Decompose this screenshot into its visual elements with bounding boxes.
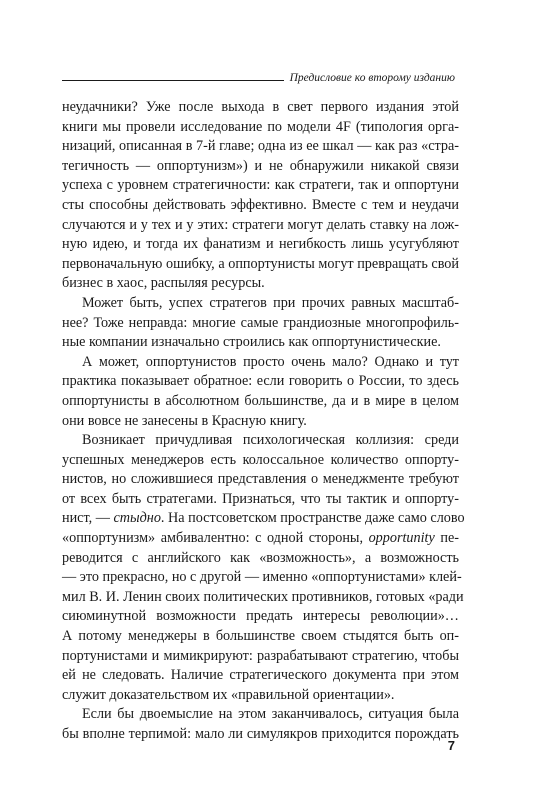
- text-line: сиюминутной возможности предать интересы революции»…: [62, 608, 459, 625]
- text-line: бизнес в хаос, распыляя ресурсы.: [62, 275, 265, 292]
- text-line: низаций, описанная в 7-й главе; одна из ее шкал — как раз «стра-: [62, 138, 459, 155]
- text-line: случаются и у тех и у этих: стратеги могут делать ставку на лож-: [62, 216, 459, 233]
- text-line: мил В. И. Ленин своих политических противников, готовых «ради: [62, 588, 464, 605]
- text-line: — это прекрасно, но с другой — именно «оппортунистами» клей-: [62, 569, 462, 586]
- text-line: реводится с английского как «возможность», а возможность: [62, 549, 459, 566]
- text-line: первоначальную ошибку, а оппортунисты могут превращать свой: [62, 255, 459, 272]
- page-number: 7: [447, 738, 455, 753]
- text-line: тегичность — оппортунизм») и не обнаружили никакой связи: [62, 157, 459, 174]
- text-line: А потому менеджеры в большинстве своем стыдятся быть оп-: [62, 628, 459, 645]
- text-line: неудачники? Уже после выхода в свет первого издания этой: [62, 99, 459, 115]
- text-line: А может, оппортунистов просто очень мало? Однако и тут: [82, 353, 459, 370]
- header-rule: [62, 80, 284, 81]
- text-line: книги мы провели исследование по модели 4F (типология орга-: [62, 118, 459, 135]
- text-line: ные компании изначально строились как оппортунистические.: [62, 334, 441, 351]
- running-header: [62, 66, 455, 84]
- text-line: нистов, но сложившиеся представления о менеджменте требуют: [62, 471, 459, 488]
- paragraph: [62, 431, 465, 705]
- emphasis: opportunity: [368, 530, 435, 547]
- text-line: успешных менеджеров есть колоссальное количество оппорту-: [62, 451, 459, 468]
- text-line: Если бы двоемыслие на этом заканчивалось, ситуация была: [82, 706, 459, 723]
- text-line: Может быть, успех стратегов при прочих равных масштаб-: [82, 294, 459, 311]
- text-line: оппортунисты в абсолютном большинстве, да и в мире в целом: [62, 392, 459, 409]
- body-text: [62, 98, 465, 745]
- text-line: служит доказательством их «правильной ориентации».: [62, 686, 395, 703]
- text-line: ную идею, и тогда их фанатизм и негибкость лишь усугубляют: [62, 236, 459, 253]
- emphasis: стыдно: [113, 510, 161, 527]
- paragraph: [62, 98, 459, 294]
- text-line: «оппортунизм» амбивалентно: с одной стороны, opportunity пе-: [62, 530, 459, 547]
- paragraph: [62, 705, 459, 744]
- paragraph: [62, 353, 459, 431]
- text-line: портунистами и мимикрируют: разрабатывают стратегию, чтобы: [62, 647, 459, 664]
- paragraph: [62, 294, 459, 353]
- running-title: Предисловие ко второму изданию: [289, 71, 455, 84]
- text-line: от всех быть стратегами. Признаться, что ты тактик и оппорту-: [62, 490, 459, 507]
- text-line: сты способны действовать эффективно. Вместе с тем и неудачи: [62, 196, 459, 213]
- text-line: Возникает причудливая психологическая коллизия: среди: [82, 432, 459, 449]
- text-line: бы вполне терпимой: мало ли симулякров приходится порождать: [62, 726, 459, 742]
- text-line: практика показывает обратное: если говорить о России, то здесь: [62, 373, 459, 390]
- text-line: нее? Тоже неправда: многие самые грандиозные многопрофиль-: [62, 314, 459, 331]
- text-line: нист, — стыдно. На постсоветском пространстве даже само слово: [62, 510, 465, 527]
- text-line: успеха с уровнем стратегичности: как стратеги, так и оппортуни: [62, 177, 459, 194]
- text-line: ей не следовать. Наличие стратегического документа при этом: [62, 667, 459, 684]
- text-line: они вовсе не занесены в Красную книгу.: [62, 412, 307, 429]
